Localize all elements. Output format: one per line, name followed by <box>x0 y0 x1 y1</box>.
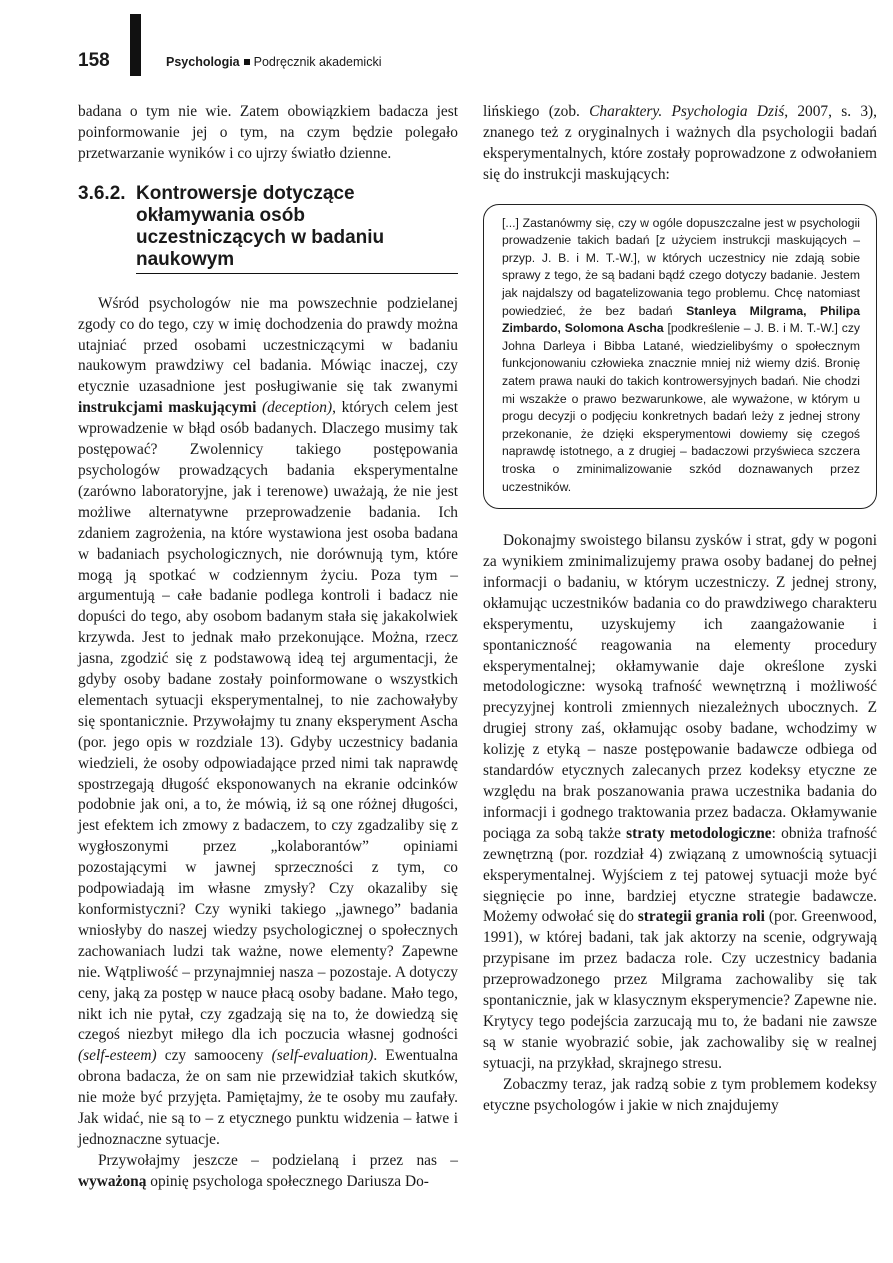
section-number: 3.6.2. <box>78 182 126 204</box>
source-title: Charaktery. Psychologia Dziś <box>589 103 785 120</box>
running-head <box>166 55 381 69</box>
term-bold: straty metodologiczne <box>626 824 772 842</box>
page-number: 158 <box>78 50 110 71</box>
quote-names-bold: Stanleya Milgrama, Philipa Zimbardo, Solomona Ascha <box>502 303 861 336</box>
quote-box <box>483 204 877 510</box>
section-heading <box>78 183 458 271</box>
text-run: , których celem jest wprowadzenie w błąd osób badanych. Dlaczego musimy tak postępować? Zwolennicy takiego postępowania psychologów prowadzących badania eksperymentalne (zarówno laboratoryjne, jak i terenowe) uważają, że nie jest możliwe alternatywne przeprowadzenie badania. Ich zdaniem zagrożenia, na które wystawiona jest osoba badana w badaniach psychologicznych, nie dorównują tym, które mogą ją spotkać w codziennym życiu. Poza tym – argumentują – całe badanie podlega kontroli i badacz nie dopuści do tego, aby osobom badanym stała się jakakolwiek krzywda. Jest to jednak mało przekonujące. Można, rzecz jasna, zgodzić się z podstawową ideą tej argumentacji, że gdyby osoby badane zostały poinformowane o wszystkich elementach sytuacji eksperymentalnej, to nie zachowałyby się spontanicznie. Przywołajmy tu znany eksperyment Ascha (por. jego opis w rozdziale 13). Gdyby uczestnicy badania wiedzieli, że osoby odpowiadające przed nimi tak naprawdę spostrzegają długość eksponowanych na ekranie odcinków podobnie jak oni, a to, że mówią, iż są one różnej długości, jest efektem ich zmowy z badaczem, to czy zgadzaliby się z wygłoszonymi przez „kolaborantów” opiniami pozostającymi w jawnej sprzeczności z tym, co podpowiadają im własne zmysły? Czy okazaliby się konformistyczni? Czy wyniki takiego „jawnego” badania wniosłyby do naszej wiedzy psychologicznej o społecznych zachowaniach ludzi tak ważne, nowe elementy? Zapewne nie. Wątpliwość – przynajmniej nasza – pozostaje. A dotyczy ceny, jaką za postęp w nauce płacą osoby badane. Mało tego, nikt ich nie pytał, czy zgadzają się na to, że dowiedzą się czegoś niezbyt miłego dla ich poczucia własnej godności <box>78 399 458 1044</box>
page-header <box>78 48 858 88</box>
paragraph <box>78 1151 458 1193</box>
right-column <box>483 102 877 1117</box>
header-bar <box>130 14 141 76</box>
separator-square-icon <box>244 59 250 65</box>
text-run: Wśród psychologów nie ma powszechnie podzielanej zgody co do tego, czy w imię dochodzenia do prawdy można utajniać przed osobami uczestniczącymi w badaniu naukowym prawdziwy cel badania. Mówiąc inaczej, czy etycznie uzasadnione jest posługiwanie się tak zwanymi <box>78 294 458 396</box>
paragraph <box>483 531 877 1075</box>
book-title: Psychologia <box>166 55 240 69</box>
paragraph: Zobaczmy teraz, jak radzą sobie z tym problemem kodeksy etyczne psychologów i jakie w nich znajdujemy <box>483 1075 877 1114</box>
left-column <box>78 102 458 1193</box>
text-run: opinię psychologa społecznego Dariusza Do- <box>150 1172 429 1190</box>
title-underline <box>136 273 458 274</box>
quote-text: [...] Zastanówmy się, czy w ogóle dopuszczalne jest w psychologii prowadzenie takich badań [z użyciem instrukcji maskujących – przyp. J. B. i M. T.-W.], w których uczestnicy nie zdają sobie sprawy z tego, że są badani bądź czego dotyczy badanie. Jestem jak najdalszy od bagatelizowania tego problemu. Chcę natomiast powiedzieć, że bez badań <box>502 215 860 318</box>
paragraph <box>78 294 458 1151</box>
section-title: Kontrowersje dotyczące okłamywania osób uczestniczących w badaniu naukowym <box>136 182 385 270</box>
quote-text: [podkreślenie – J. B. i M. T.-W.] czy Johna Darleya i Bibba Latané, wiedzielibyśmy o społecznym funkcjonowaniu człowieka znacznie mniej niż wiemy dziś. Bronię zatem prawa nauki do takich kontrowersyjnych badań. Nie chodzi mi wszakże o prawo bezwarunkowe, ale wyważone, w którym u progu decyzji o podjęciu konkretnych badań leży z jednej strony przekonanie, że dzięki eksperymentowi dowiemy się czegoś naprawdę istotnego, a z drugiej – badaczowi przyświeca szczera troska o zminimalizowanie szkód doznawanych przez uczestników. <box>502 321 861 494</box>
text-run: : obniża trafność zewnętrzną (por. rozdział 4) związaną z umownością sytuacji eksperymentalnej. Wyjściem z tej patowej sytuacji może być sięgnięcie po inne, bardziej etyczne strategie badawcze. Możemy odwołać się do <box>483 824 877 926</box>
text-run: , 2007, s. 3), znanego też z oryginalnych i ważnych dla psychologii badań eksperymentalnych, które zostały poprowadzone z odwołaniem się do instrukcji maskujących: <box>483 103 877 183</box>
text-run: lińskiego (zob. <box>483 103 580 120</box>
term-bold: instrukcjami maskującymi <box>78 399 257 417</box>
text-run: Dokonajmy swoistego bilansu zysków i strat, gdy w pogoni za wynikiem zminimalizujemy prawa osoby badanej do pełnej informacji o badaniu, w którym uczestniczy. Z jednej strony, okłamując uczestników badania co do prawdziwego charakteru eksperymentu, uzyskujemy ich zaangażowanie i spontaniczność reagowania na elementy procedury eksperymentalnej; okłamywanie daje określone zyski metodologiczne: wysoką trafność wewnętrzną i możliwość precyzyjnej kontroli zmiennych niezależnych ubocznych. Z drugiej strony zaś, okłamując osoby badane, wchodzimy w kolizję z etyką – nasze postępowanie badawcze odbiega od standardów etycznych zalecanych przez kodeksy etyczne ze względu na brak poszanowania prawa uczestnika badania do informacji i godnego traktowania przez badacza. Okłamywanie pociąga za sobą także <box>483 532 877 842</box>
term-italic: (self-evaluation) <box>271 1047 374 1065</box>
paragraph <box>483 102 877 186</box>
term-bold: wyważoną <box>78 1172 147 1190</box>
term-bold: strategii grania roli <box>637 908 765 926</box>
text-run: . Ewentualna obrona badacza, że on sam nie przewidział takich skutków, nie może być przyjęta. Pamiętajmy, że te osoby mu zaufały. Jak widać, nie są to – z etycznego punktu widzenia – łatwe i jednoznaczne sytuacje. <box>78 1047 458 1148</box>
term-italic: (self-esteem) <box>78 1047 157 1065</box>
paragraph: badana o tym nie wie. Zatem obowiązkiem badacza jest poinformowanie jej o tym, na czym będzie polegało przetwarzanie wyników i co ujrzy światło dzienne. <box>78 103 458 162</box>
term-italic: (deception) <box>262 399 333 417</box>
book-subtitle: Podręcznik akademicki <box>253 55 382 69</box>
text-run: Przywołajmy jeszcze – podzielaną i przez nas – <box>98 1151 458 1169</box>
text-run: czy samooceny <box>164 1047 264 1065</box>
text-run: (por. Greenwood, 1991), w której badani, tak jak aktorzy na scenie, odgrywają przypisane im przez badacza role. Czy uczestnicy badania przeprowadzonego przez Milgrama zachowaliby się tak spontanicznie, jak w klasycznym eksperymencie? Zapewne nie. Krytycy tego podejścia zarzucają mu to, że badani nie zawsze są w stanie wyobrazić sobie, jak zachowaliby się w realnej sytuacji, na przykład, skrajnego stresu. <box>483 908 877 1072</box>
